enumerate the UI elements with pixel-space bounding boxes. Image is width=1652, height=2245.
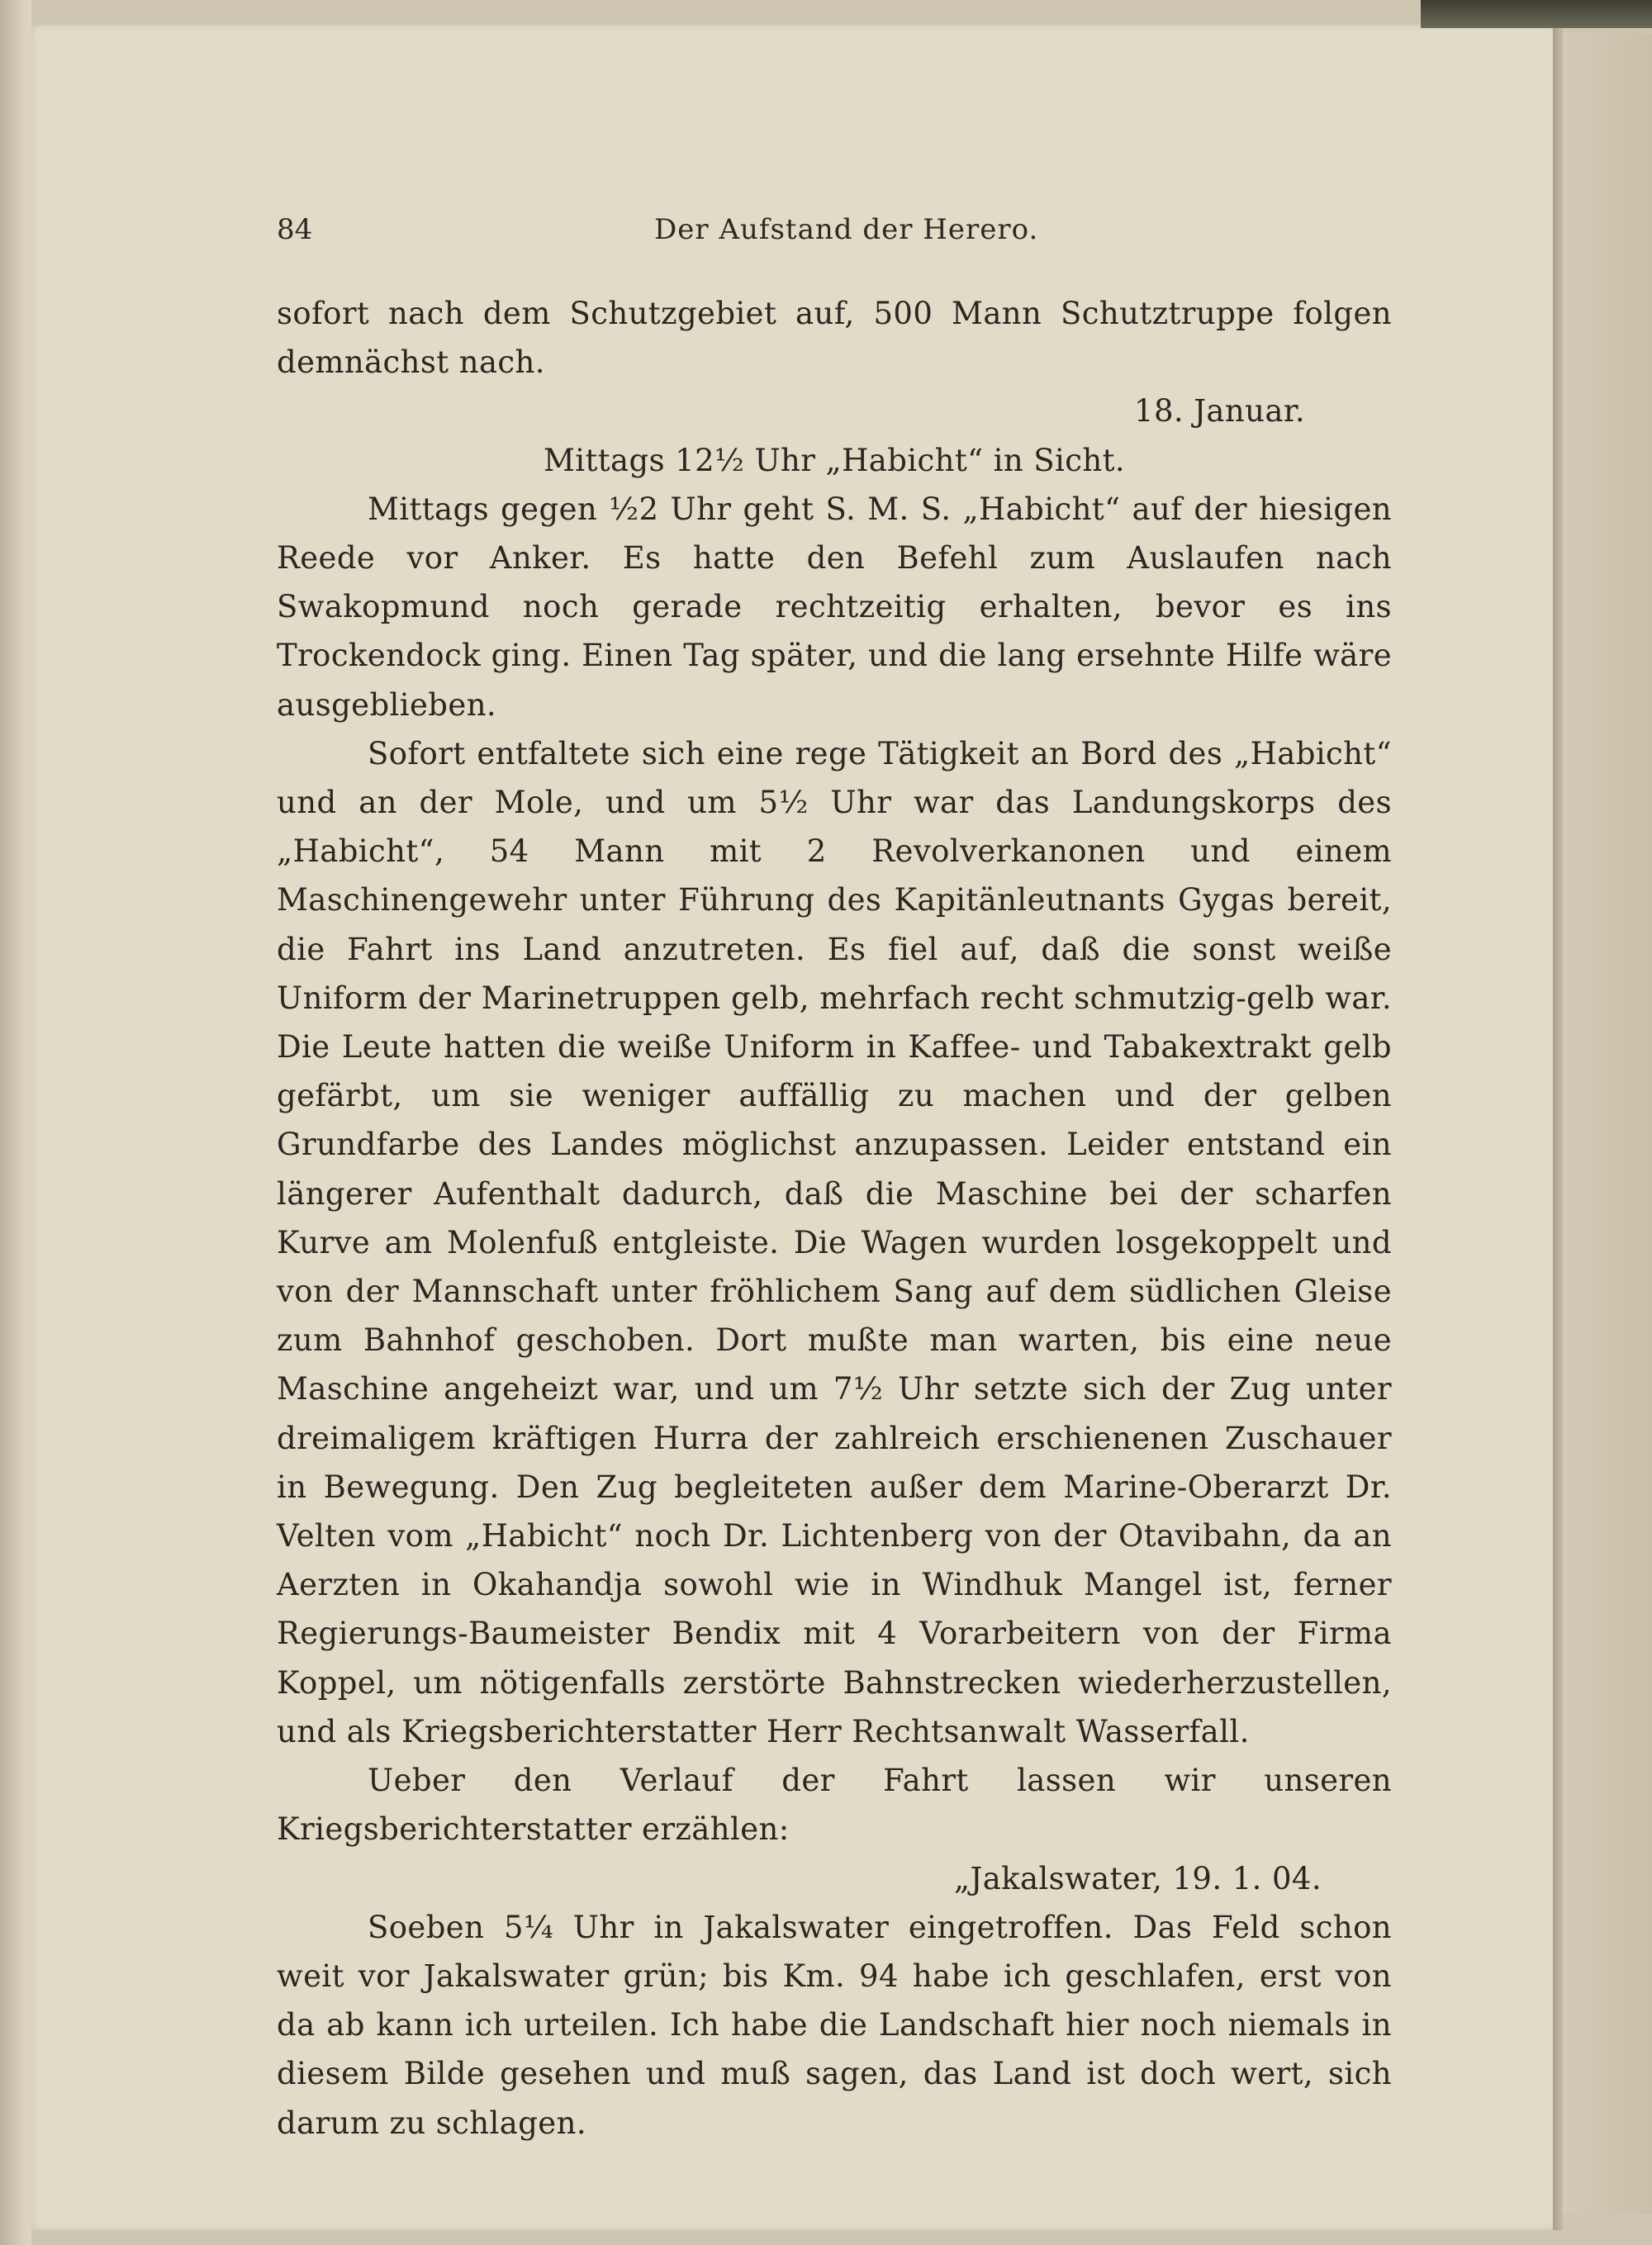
running-title: Der Aufstand der Herero. [654, 213, 1039, 246]
date-heading: 18. Januar. [1134, 393, 1305, 430]
book-cover-corner [1421, 0, 1652, 28]
paragraph-anchoring: Mittags gegen ½2 Uhr geht S. M. S. „Habicht“ auf der hiesigen Reede vor Anker. Es hatte den Befehl zum Auslaufen nach Swakopmund noch gerade rechtzeitig erhalten, bevor es ins Trockendock ging. Einen Tag später, und die lang ersehnte Hilfe wäre ausgeblieben. [277, 491, 1392, 723]
letter-dateline: „Jakalswater, 19. 1. 04. [953, 1860, 1322, 1896]
page-header [277, 213, 1392, 263]
paragraph-report-intro: Ueber den Verlauf der Fahrt lassen wir unseren Kriegsberichterstatter erzählen: [277, 1763, 1392, 1848]
page-fold [1553, 25, 1563, 2230]
book-edge [0, 0, 31, 2245]
page-number: 84 [277, 213, 313, 246]
body-text [277, 289, 1392, 2148]
paragraph-letter-body: Soeben 5¼ Uhr in Jakalswater eingetroffen. Das Feld schon weit vor Jakalswater grün; bis Km. 94 habe ich geschlafen, erst von da ab kann ich urteilen. Ich habe die Landschaft hier noch niemals in diesem Bilde gesehen und muß sagen, das Land ist doch wert, sich darum zu schlagen. [277, 1909, 1392, 2141]
paragraph-landing-corps: Sofort entfaltete sich eine rege Tätigkeit an Bord des „Habicht“ und an der Mole, und um 5½ Uhr war das Landungskorps des „Habicht“, 54 Mann mit 2 Revolverkanonen und einem Maschinengewehr unter Führung des Kapitänleutnants Gygas bereit, die Fahrt ins Land anzutreten. Es fiel auf, daß die sonst weiße Uniform der Marinetruppen gelb, mehrfach recht schmutzig-gelb war. Die Leute hatten die weiße Uniform in Kaffee- und Tabakextrakt gelb gefärbt, um sie weniger auffällig zu machen und der gelben Grundfarbe des Landes möglichst anzupassen. Leider entstand ein längerer Aufenthalt dadurch, daß die Maschine bei der scharfen Kurve am Molenfuß entgleiste. Die Wagen wurden losgekoppelt und von der Mannschaft unter fröhlichem Sang auf dem südlichen Gleise zum Bahnhof geschoben. Dort mußte man warten, bis eine neue Maschine angeheizt war, und um 7½ Uhr setzte sich der Zug unter dreimaligem kräftigen Hurra der zahlreich erschienenen Zuschauer in Bewegung. Den Zug begleiteten außer dem Marine-Oberarzt Dr. Velten vom „Habicht“ noch Dr. Lichtenberg von der Otavibahn, da an Aerzten in Okahandja sowohl wie in Windhuk Mangel ist, ferner Regierungs-Baumeister Bendix mit 4 Vorarbeitern von der Firma Koppel, um nötigenfalls zerstörte Bahnstrecken wiederherzustellen, und als Kriegsberichterstatter Herr Rechtsanwalt Wasserfall. [277, 735, 1392, 1749]
paragraph-continuation: sofort nach dem Schutzgebiet auf, 500 Mann Schutztruppe folgen demnächst nach. [277, 296, 1392, 381]
book-cover-edge [1563, 33, 1652, 2214]
paragraph-habicht-sighted: Mittags 12½ Uhr „Habicht“ in Sicht. [543, 442, 1125, 478]
